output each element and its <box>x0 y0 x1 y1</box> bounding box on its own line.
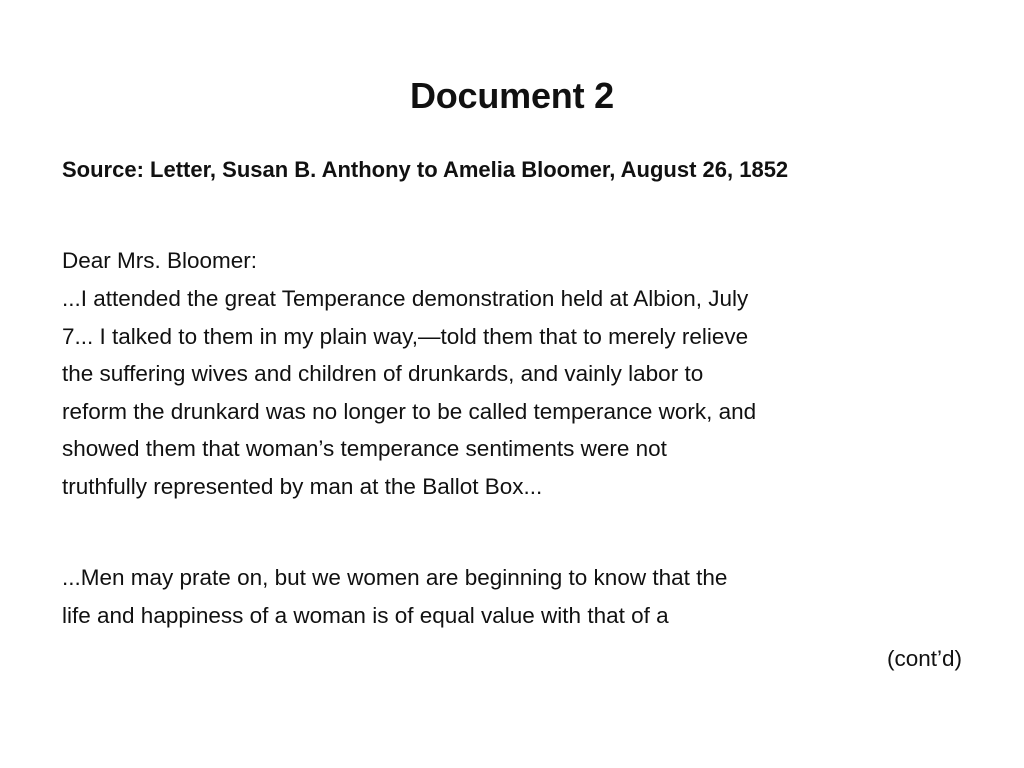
paragraph-line: truthfully represented by man at the Ballot Box... <box>62 473 543 499</box>
paragraph-line: the suffering wives and children of drunkards, and vainly labor to <box>62 361 704 386</box>
letter-paragraph-1 <box>62 280 962 505</box>
paragraph-line: ...Men may prate on, but we women are beginning to know that the <box>62 565 728 590</box>
salutation: Dear Mrs. Bloomer: <box>62 248 258 273</box>
slide-title: Document 2 <box>409 75 615 116</box>
paragraph-line: 7... I talked to them in my plain way,—told them that to merely relieve <box>62 323 749 349</box>
paragraph-line: life and happiness of a woman is of equal value with that of a <box>62 602 669 628</box>
source-citation: Source: Letter, Susan B. Anthony to Amelia Bloomer, August 26, 1852 <box>62 157 789 182</box>
letter-paragraph-2 <box>62 559 962 634</box>
paragraph-line: showed them that woman’s temperance sentiments were not <box>62 436 667 461</box>
paragraph-line: reform the drunkard was no longer to be called temperance work, and <box>62 398 757 424</box>
paragraph-line: ...I attended the great Temperance demonstration held at Albion, July <box>62 286 749 311</box>
continued-marker: (cont’d) <box>886 646 962 671</box>
